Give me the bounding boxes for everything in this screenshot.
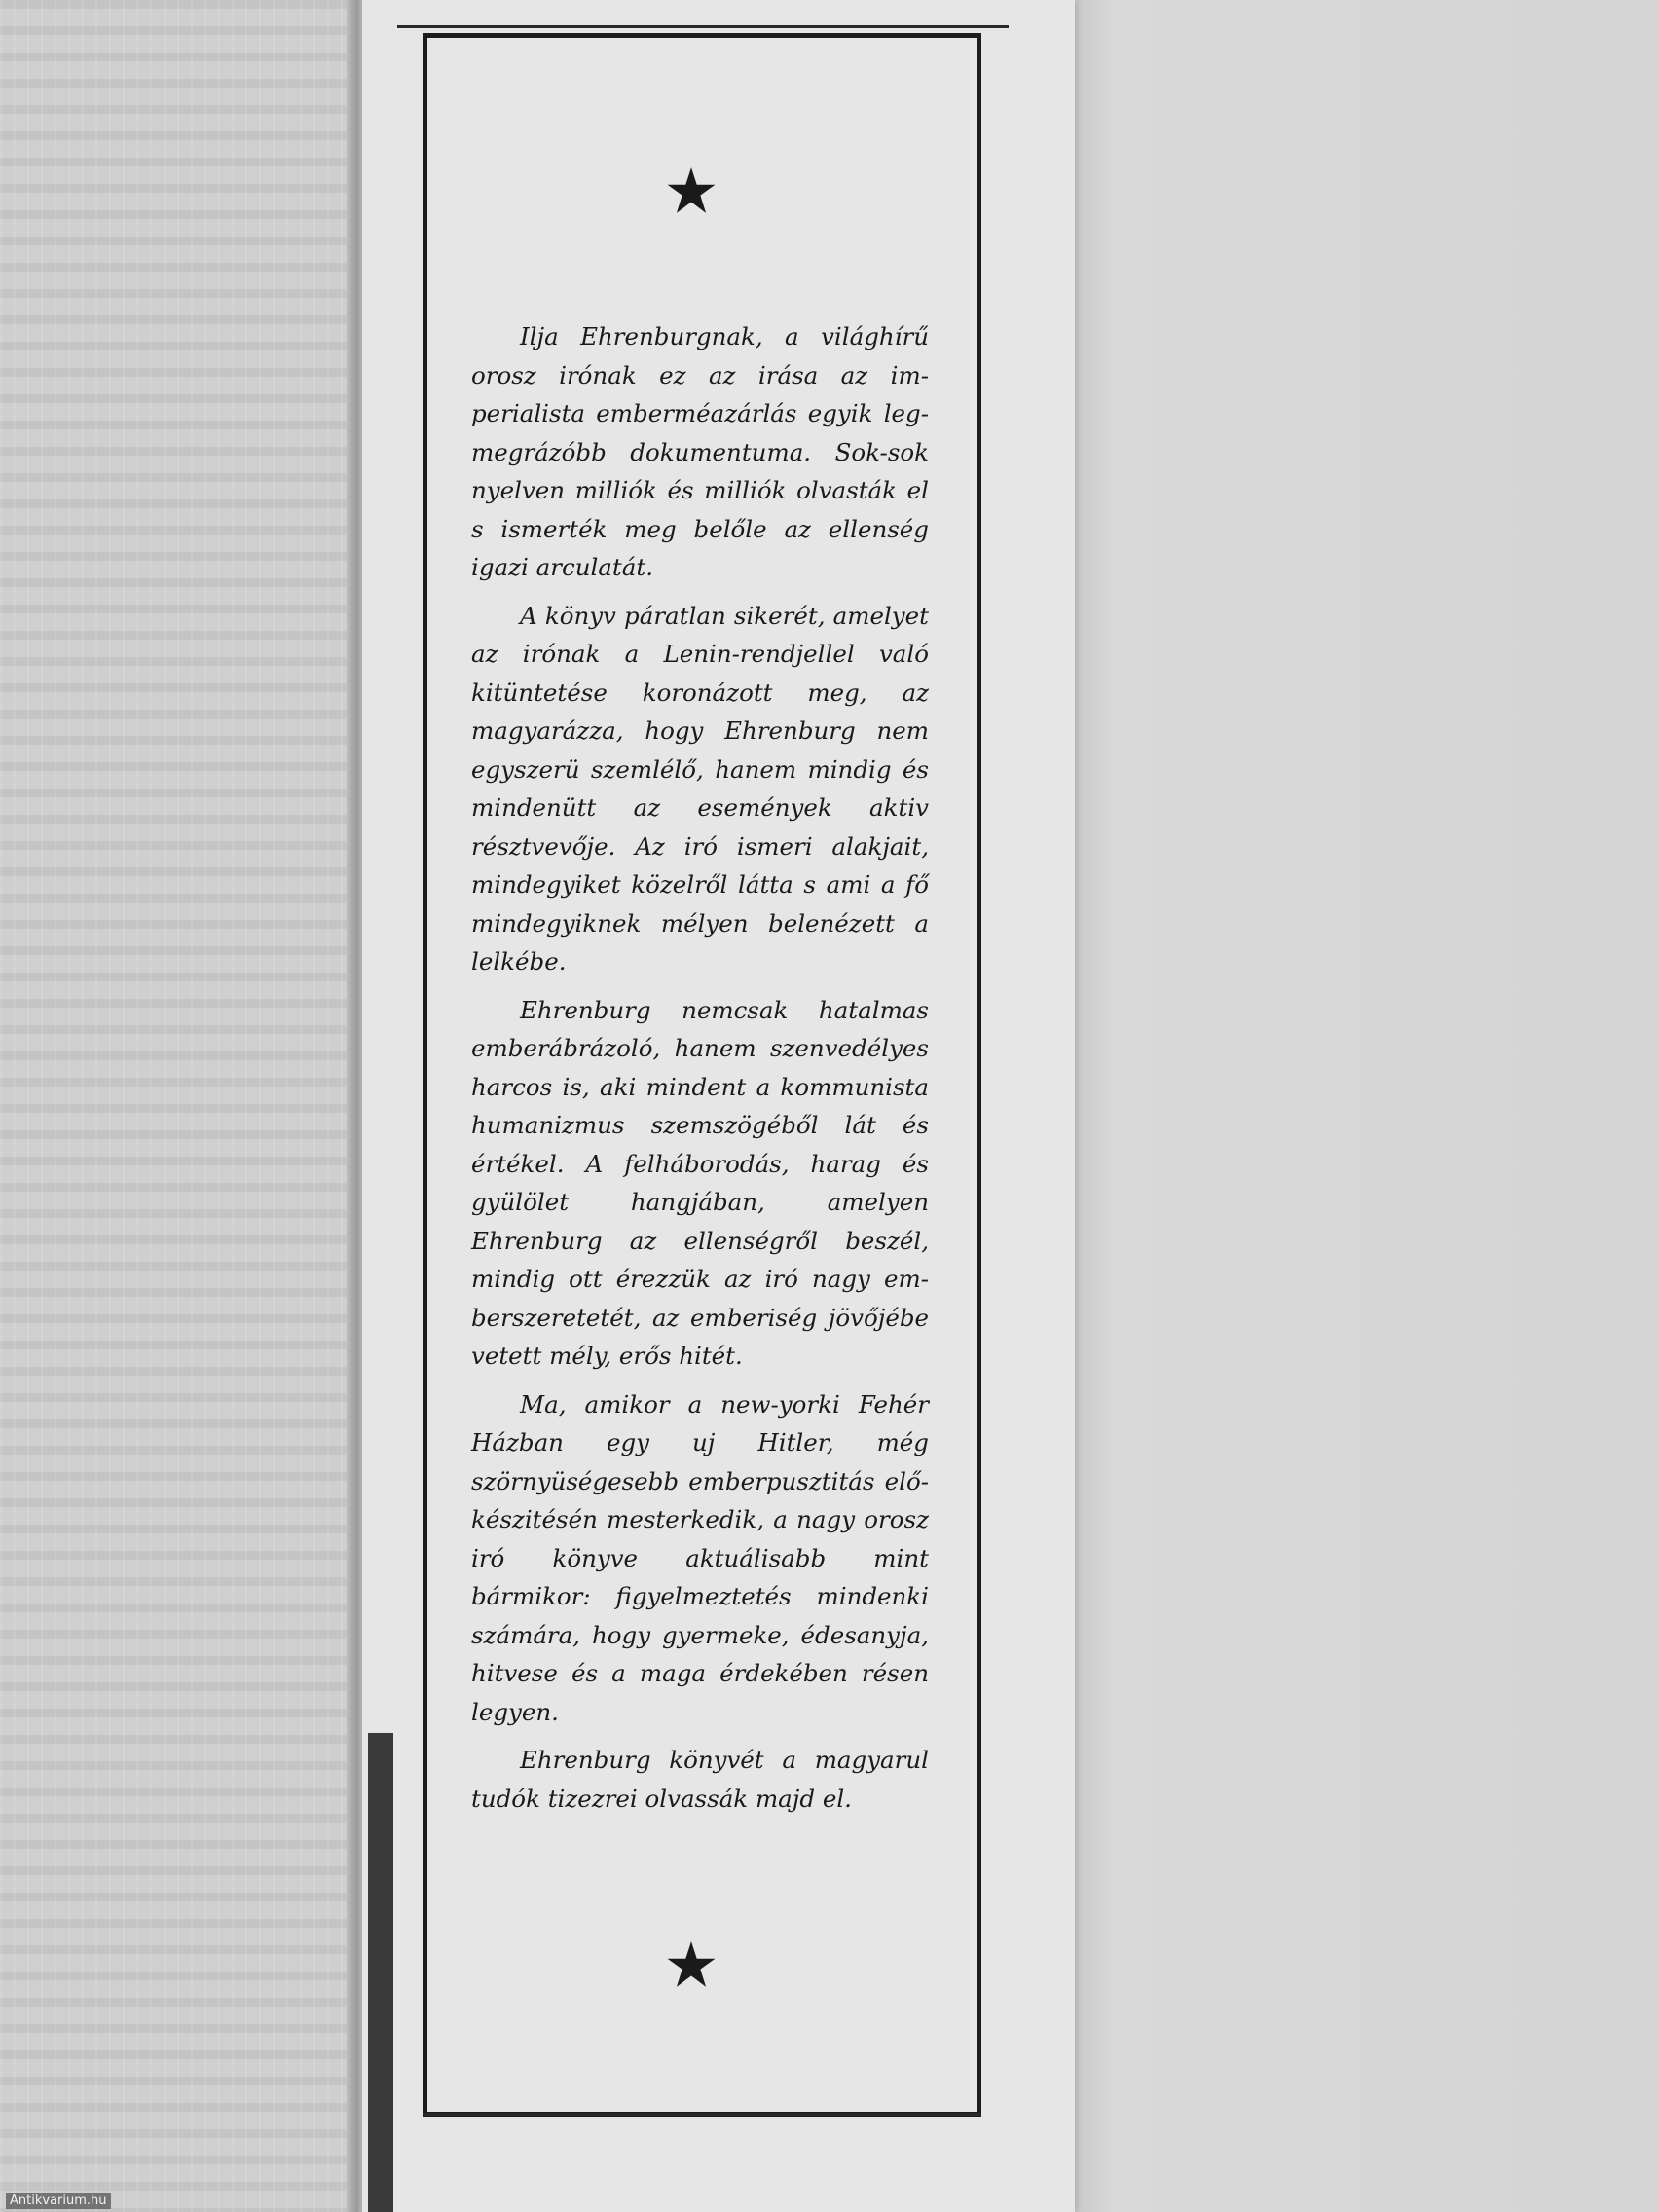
frame-top-rule	[397, 25, 1009, 28]
paragraph-1: Ilja Ehrenburgnak, a világhírű orosz irónak ez az irása az imperialista emberméazárlás egyik legmegrázóbb dokumentuma. Sok-sok nyelven milliók és milliók olvasták el s ismerték meg belőle az ellenség igazi arculatát.	[471, 322, 929, 581]
star-icon	[666, 1939, 717, 1990]
watermark: Antikvarium.hu	[6, 2193, 111, 2209]
paragraph-2: A könyv páratlan sikerét, amelyet az irónak a Lenin-rendjellel való kitüntetése koronázott meg, az magyarázza, hogy Ehrenburg nem egyszerü szemlélő, hanem mindig és mindenütt az események aktiv résztvevője. Az iró ismeri alakjait, mindegyiket közelről látta s ami a fő mindegyiknek mélyen belenézett a lelkébe.	[471, 601, 929, 976]
background-paper	[1075, 0, 1659, 2212]
star-icon	[666, 166, 717, 216]
paragraph-3: Ehrenburg nemcsak hatalmas emberábrázoló, hanem szenvedélyes harcos is, aki mindent a kommunista humanizmus szemszögéből lát és értékel. A felháborodás, harag és gyülölet hangjában, amelyen Ehrenburg az ellenségről beszél, mindig ott érezzük az iró nagy emberszeretetét, az emberiség jövőjébe vetett mély, erős hitét.	[471, 995, 929, 1370]
spine-strip	[368, 1733, 393, 2212]
frame-bottom-rule	[423, 2113, 981, 2116]
paragraph-5: Ehrenburg könyvét a magyarul tudók tizezrei olvassák majd el.	[471, 1746, 929, 1813]
leaflet-text	[471, 317, 929, 1827]
book-board	[0, 0, 362, 2212]
paragraph-4: Ma, amikor a new-yorki Fehér Házban egy uj Hitler, még szörnyüségesebb emberpusztitás előkészitésén mesterkedik, a nagy orosz iró könyve aktuálisabb mint bármikor: figyelmeztetés mindenki számára, hogy gyermeke, édesanyja, hitvese és a maga érdekében résen legyen.	[471, 1389, 929, 1726]
bookmark-leaflet	[362, 0, 1075, 2212]
